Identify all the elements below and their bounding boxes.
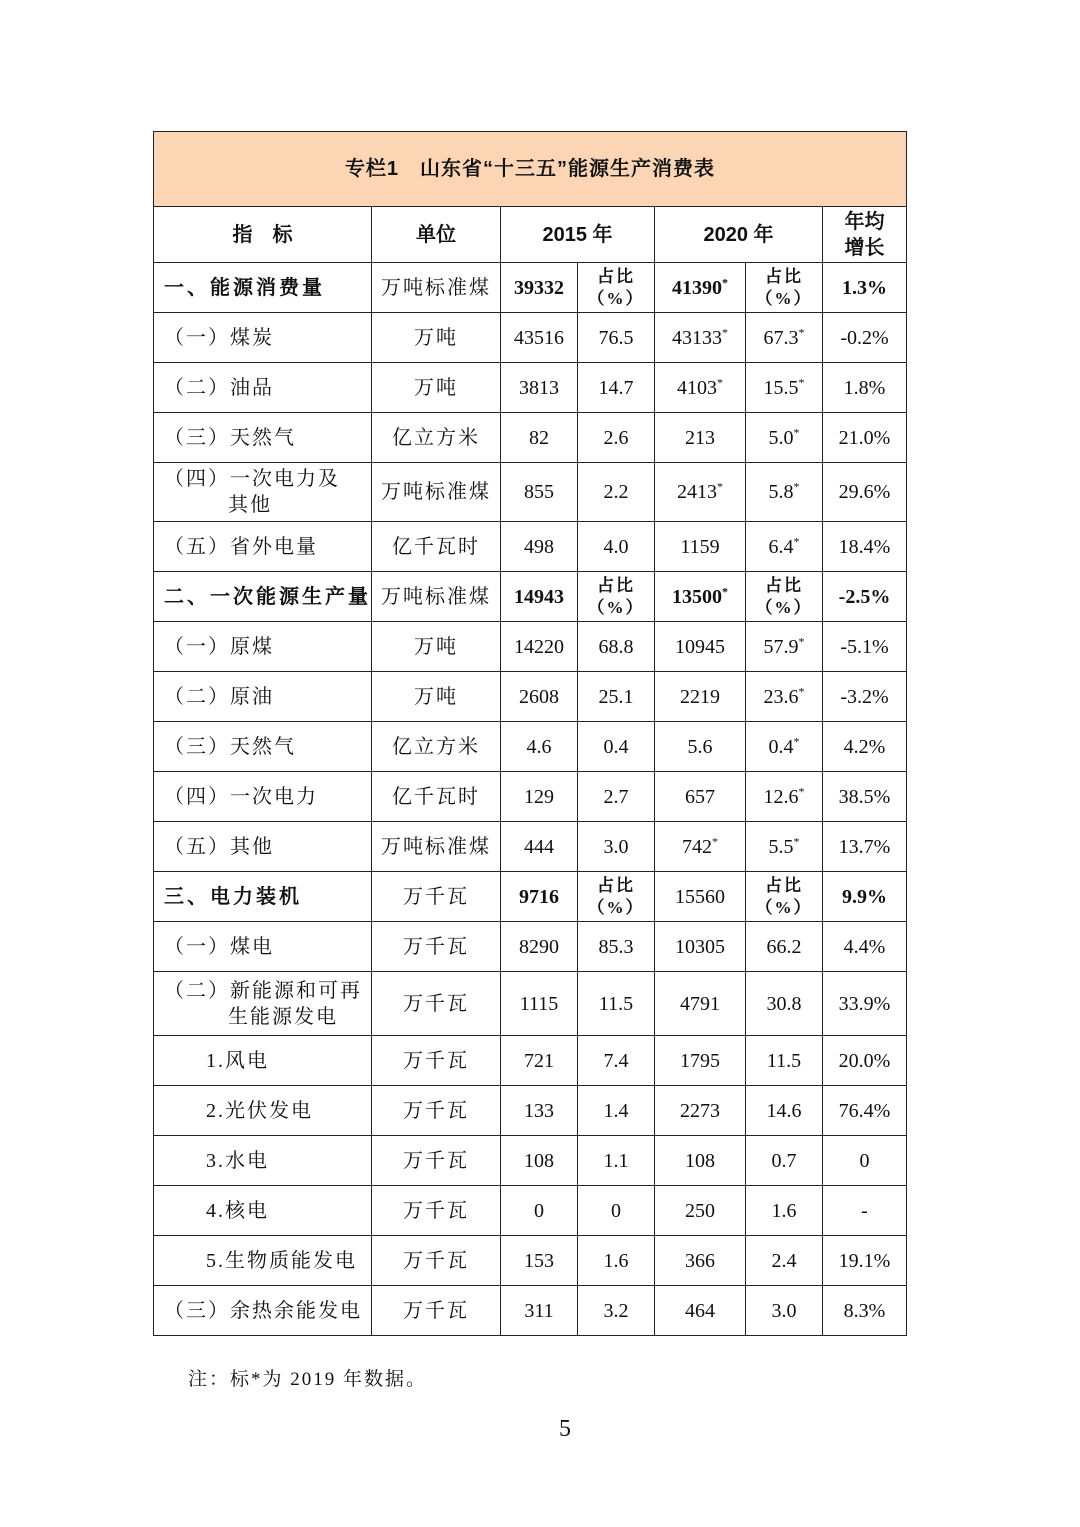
share-2020-cell: 占比 （%） xyxy=(746,872,823,922)
share-2020-cell: 5.8* xyxy=(746,463,823,522)
share-2020-cell: 30.8 xyxy=(746,972,823,1036)
table-row xyxy=(154,722,907,772)
value-2020-cell: 657 xyxy=(655,772,746,822)
share-2020-cell: 占比 （%） xyxy=(746,263,823,313)
indicator-cell: （二）油品 xyxy=(154,363,372,413)
table-title: 专栏1 山东省“十三五”能源生产消费表 xyxy=(154,132,907,207)
value-2020-cell: 13500* xyxy=(655,572,746,622)
table-row xyxy=(154,1036,907,1086)
header-indicator: 指 标 xyxy=(154,207,372,263)
share-2015-cell: 1.6 xyxy=(578,1236,655,1286)
value-2015-cell: 3813 xyxy=(501,363,578,413)
value-2020-cell: 213 xyxy=(655,413,746,463)
value-2015-cell: 1115 xyxy=(501,972,578,1036)
share-2020-cell: 3.0 xyxy=(746,1286,823,1336)
unit-cell: 万吨 xyxy=(372,313,501,363)
growth-cell: 21.0% xyxy=(823,413,907,463)
unit-cell: 万吨 xyxy=(372,622,501,672)
value-2020-cell: 1795 xyxy=(655,1036,746,1086)
share-2020-cell: 67.3* xyxy=(746,313,823,363)
unit-cell: 万千瓦 xyxy=(372,1036,501,1086)
indicator-cell: 5.生物质能发电 xyxy=(154,1236,372,1286)
value-2015-cell: 14220 xyxy=(501,622,578,672)
growth-cell: -0.2% xyxy=(823,313,907,363)
footnote: 注：标*为 2019 年数据。 xyxy=(188,1369,428,1390)
table-row xyxy=(154,922,907,972)
value-2015-cell: 311 xyxy=(501,1286,578,1336)
value-2020-cell: 2413* xyxy=(655,463,746,522)
value-2020-cell: 10305 xyxy=(655,922,746,972)
value-2015-cell: 2608 xyxy=(501,672,578,722)
value-2015-cell: 721 xyxy=(501,1036,578,1086)
table-row xyxy=(154,1236,907,1286)
value-2020-cell: 742* xyxy=(655,822,746,872)
unit-cell: 万千瓦 xyxy=(372,1236,501,1286)
unit-cell: 万千瓦 xyxy=(372,872,501,922)
value-2020-cell: 250 xyxy=(655,1186,746,1236)
share-2020-cell: 23.6* xyxy=(746,672,823,722)
share-2015-cell: 占比 （%） xyxy=(578,572,655,622)
growth-cell: 1.3% xyxy=(823,263,907,313)
table-row xyxy=(154,413,907,463)
table-row xyxy=(154,1136,907,1186)
table-row xyxy=(154,572,907,622)
share-2015-cell: 11.5 xyxy=(578,972,655,1036)
value-2020-cell: 10945 xyxy=(655,622,746,672)
share-2015-cell: 0 xyxy=(578,1186,655,1236)
value-2020-cell: 15560 xyxy=(655,872,746,922)
indicator-cell: （二）原油 xyxy=(154,672,372,722)
growth-cell: 19.1% xyxy=(823,1236,907,1286)
value-2020-cell: 2219 xyxy=(655,672,746,722)
page-number: 5 xyxy=(559,1416,571,1442)
indicator-cell: 三、电力装机 xyxy=(154,872,372,922)
indicator-cell: 2.光伏发电 xyxy=(154,1086,372,1136)
share-2015-cell: 7.4 xyxy=(578,1036,655,1086)
table-row xyxy=(154,672,907,722)
indicator-cell: （二）新能源和可再 生能源发电 xyxy=(154,972,372,1036)
growth-cell: 9.9% xyxy=(823,872,907,922)
share-2020-cell: 0.7 xyxy=(746,1136,823,1186)
indicator-cell: （三）余热余能发电 xyxy=(154,1286,372,1336)
header-2020: 2020 年 xyxy=(655,207,823,263)
value-2015-cell: 43516 xyxy=(501,313,578,363)
table-row xyxy=(154,872,907,922)
indicator-cell: （三）天然气 xyxy=(154,722,372,772)
share-2020-cell: 6.4* xyxy=(746,522,823,572)
header-row xyxy=(154,207,907,263)
share-2020-cell: 15.5* xyxy=(746,363,823,413)
share-2020-cell: 0.4* xyxy=(746,722,823,772)
share-2015-cell: 1.1 xyxy=(578,1136,655,1186)
growth-cell: 20.0% xyxy=(823,1036,907,1086)
value-2020-cell: 41390* xyxy=(655,263,746,313)
value-2015-cell: 39332 xyxy=(501,263,578,313)
table-row xyxy=(154,313,907,363)
share-2015-cell: 4.0 xyxy=(578,522,655,572)
table-row xyxy=(154,772,907,822)
indicator-cell: 二、一次能源生产量 xyxy=(154,572,372,622)
share-2015-cell: 2.6 xyxy=(578,413,655,463)
value-2015-cell: 4.6 xyxy=(501,722,578,772)
share-2015-cell: 3.2 xyxy=(578,1286,655,1336)
growth-cell: 18.4% xyxy=(823,522,907,572)
table-row xyxy=(154,622,907,672)
value-2015-cell: 108 xyxy=(501,1136,578,1186)
growth-cell: -3.2% xyxy=(823,672,907,722)
share-2020-cell: 5.0* xyxy=(746,413,823,463)
growth-cell: 4.4% xyxy=(823,922,907,972)
share-2020-cell: 57.9* xyxy=(746,622,823,672)
indicator-cell: 4.核电 xyxy=(154,1186,372,1236)
growth-cell: 13.7% xyxy=(823,822,907,872)
value-2015-cell: 153 xyxy=(501,1236,578,1286)
share-2020-cell: 5.5* xyxy=(746,822,823,872)
value-2020-cell: 4791 xyxy=(655,972,746,1036)
share-2015-cell: 占比 （%） xyxy=(578,263,655,313)
header-growth: 年均 增长 xyxy=(823,207,907,263)
growth-cell: 1.8% xyxy=(823,363,907,413)
indicator-cell: （一）煤电 xyxy=(154,922,372,972)
table-row xyxy=(154,263,907,313)
growth-cell: 4.2% xyxy=(823,722,907,772)
share-2015-cell: 1.4 xyxy=(578,1086,655,1136)
indicator-cell: （四）一次电力 xyxy=(154,772,372,822)
value-2015-cell: 498 xyxy=(501,522,578,572)
table-row xyxy=(154,822,907,872)
indicator-cell: （一）原煤 xyxy=(154,622,372,672)
value-2020-cell: 108 xyxy=(655,1136,746,1186)
share-2020-cell: 12.6* xyxy=(746,772,823,822)
unit-cell: 万千瓦 xyxy=(372,1136,501,1186)
indicator-cell: （五）省外电量 xyxy=(154,522,372,572)
indicator-cell: （四）一次电力及 其他 xyxy=(154,463,372,522)
value-2020-cell: 1159 xyxy=(655,522,746,572)
value-2015-cell: 444 xyxy=(501,822,578,872)
unit-cell: 万吨标准煤 xyxy=(372,263,501,313)
growth-cell: - xyxy=(823,1186,907,1236)
growth-cell: -2.5% xyxy=(823,572,907,622)
share-2015-cell: 85.3 xyxy=(578,922,655,972)
header-2015: 2015 年 xyxy=(501,207,655,263)
value-2015-cell: 8290 xyxy=(501,922,578,972)
value-2020-cell: 464 xyxy=(655,1286,746,1336)
share-2020-cell: 1.6 xyxy=(746,1186,823,1236)
indicator-cell: 3.水电 xyxy=(154,1136,372,1186)
share-2015-cell: 68.8 xyxy=(578,622,655,672)
value-2020-cell: 4103* xyxy=(655,363,746,413)
table-row xyxy=(154,522,907,572)
unit-cell: 万千瓦 xyxy=(372,922,501,972)
indicator-cell: （五）其他 xyxy=(154,822,372,872)
table-row xyxy=(154,463,907,522)
table-row xyxy=(154,1186,907,1236)
indicator-cell: 一、能源消费量 xyxy=(154,263,372,313)
share-2015-cell: 3.0 xyxy=(578,822,655,872)
indicator-cell: （三）天然气 xyxy=(154,413,372,463)
value-2015-cell: 133 xyxy=(501,1086,578,1136)
value-2015-cell: 0 xyxy=(501,1186,578,1236)
unit-cell: 万吨 xyxy=(372,363,501,413)
growth-cell: -5.1% xyxy=(823,622,907,672)
value-2015-cell: 14943 xyxy=(501,572,578,622)
unit-cell: 万千瓦 xyxy=(372,972,501,1036)
unit-cell: 亿千瓦时 xyxy=(372,772,501,822)
unit-cell: 亿千瓦时 xyxy=(372,522,501,572)
value-2015-cell: 129 xyxy=(501,772,578,822)
value-2020-cell: 43133* xyxy=(655,313,746,363)
value-2015-cell: 82 xyxy=(501,413,578,463)
growth-cell: 76.4% xyxy=(823,1086,907,1136)
table-row xyxy=(154,1086,907,1136)
unit-cell: 万吨标准煤 xyxy=(372,463,501,522)
share-2015-cell: 25.1 xyxy=(578,672,655,722)
share-2015-cell: 14.7 xyxy=(578,363,655,413)
unit-cell: 万千瓦 xyxy=(372,1186,501,1236)
value-2020-cell: 5.6 xyxy=(655,722,746,772)
share-2015-cell: 76.5 xyxy=(578,313,655,363)
growth-cell: 38.5% xyxy=(823,772,907,822)
share-2020-cell: 2.4 xyxy=(746,1236,823,1286)
share-2020-cell: 14.6 xyxy=(746,1086,823,1136)
value-2020-cell: 366 xyxy=(655,1236,746,1286)
share-2020-cell: 66.2 xyxy=(746,922,823,972)
share-2015-cell: 占比 （%） xyxy=(578,872,655,922)
indicator-cell: （一）煤炭 xyxy=(154,313,372,363)
unit-cell: 万千瓦 xyxy=(372,1286,501,1336)
unit-cell: 万吨标准煤 xyxy=(372,822,501,872)
growth-cell: 29.6% xyxy=(823,463,907,522)
unit-cell: 万吨标准煤 xyxy=(372,572,501,622)
share-2020-cell: 11.5 xyxy=(746,1036,823,1086)
header-unit: 单位 xyxy=(372,207,501,263)
value-2015-cell: 9716 xyxy=(501,872,578,922)
indicator-cell: 1.风电 xyxy=(154,1036,372,1086)
share-2015-cell: 0.4 xyxy=(578,722,655,772)
table-row xyxy=(154,1286,907,1336)
unit-cell: 万吨 xyxy=(372,672,501,722)
share-2015-cell: 2.7 xyxy=(578,772,655,822)
table-row xyxy=(154,363,907,413)
unit-cell: 万千瓦 xyxy=(372,1086,501,1136)
share-2015-cell: 2.2 xyxy=(578,463,655,522)
growth-cell: 8.3% xyxy=(823,1286,907,1336)
value-2020-cell: 2273 xyxy=(655,1086,746,1136)
energy-table xyxy=(153,131,907,1336)
unit-cell: 亿立方米 xyxy=(372,722,501,772)
growth-cell: 33.9% xyxy=(823,972,907,1036)
share-2020-cell: 占比 （%） xyxy=(746,572,823,622)
growth-cell: 0 xyxy=(823,1136,907,1186)
value-2015-cell: 855 xyxy=(501,463,578,522)
table-row xyxy=(154,972,907,1036)
unit-cell: 亿立方米 xyxy=(372,413,501,463)
